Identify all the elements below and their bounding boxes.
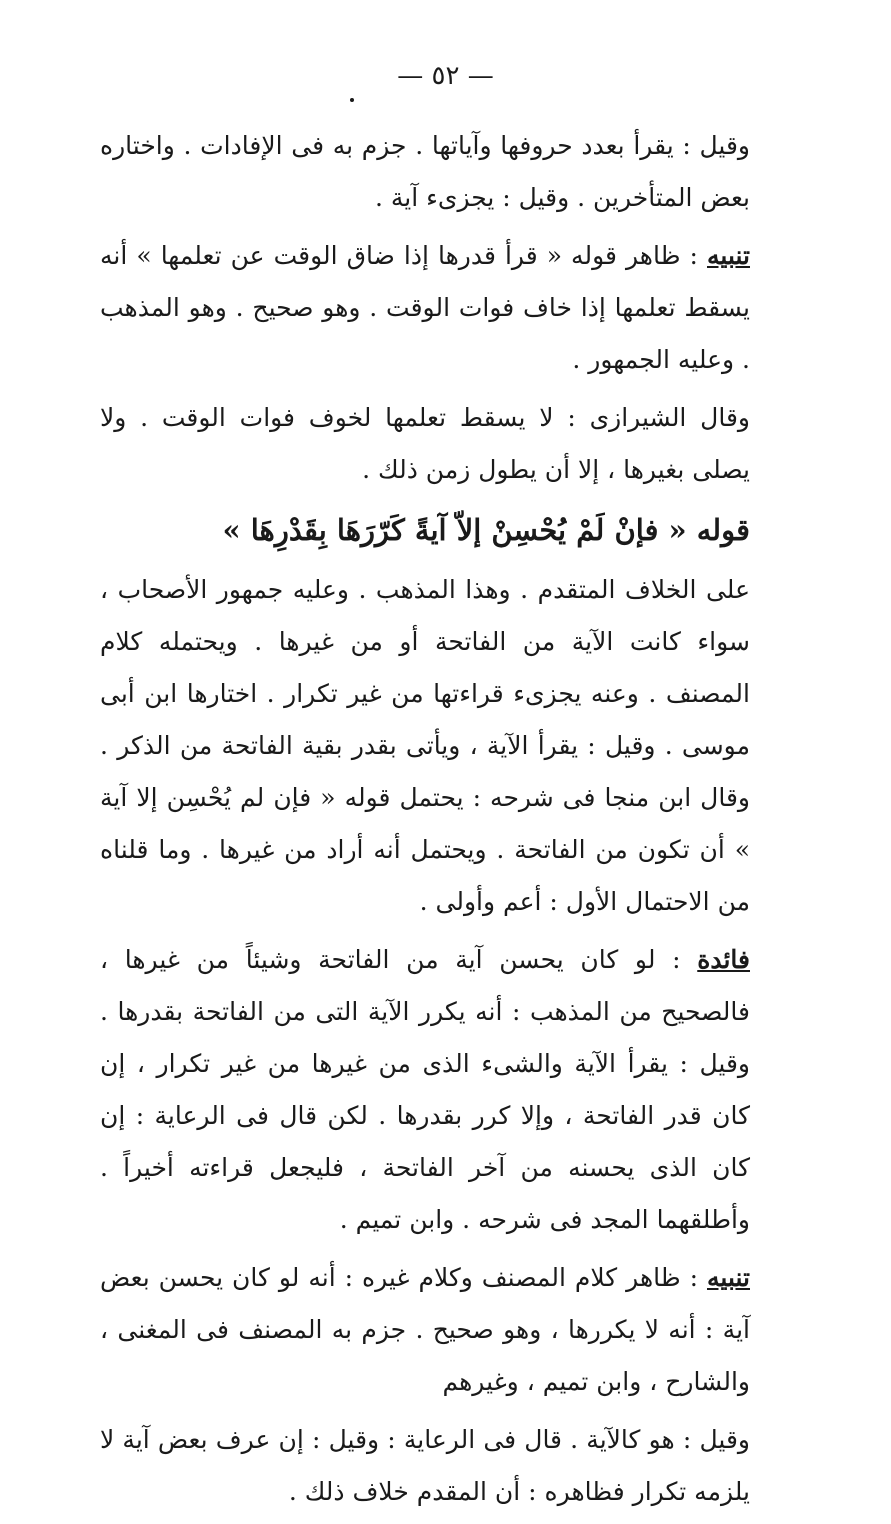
paragraph-2 bbox=[100, 230, 750, 386]
paragraph-7-text: : ظاهر كلام المصنف وكلام غيره : أنه لو كان يحسن بعض آية : أنه لا يكررها ، وهو صحيح . جزم به المصنف فى المغنى ، والشارح ، وابن تميم ، وغيرهم bbox=[100, 1263, 750, 1396]
paragraph-6 bbox=[100, 934, 750, 1246]
page-number: — ٥٢ — bbox=[397, 61, 494, 91]
paragraph-6-text: : لو كان يحسن آية من الفاتحة وشيئاً من غيرها ، فالصحيح من المذهب : أنه يكرر الآية التى من الفاتحة بقدرها . وقيل : يقرأ الآية والشىء الذى من غيرها من غير تكرار ، إن كان قدر الفاتحة ، وإلا كرر بقدرها . لكن قال فى الرعاية : إن كان الذى يحسنه من آخر الفاتحة ، فليجعل قراءته أخيراً . وأطلقهما المجد فى شرحه . وابن تميم . bbox=[100, 945, 750, 1234]
paragraph-2-text: : ظاهر قوله « قرأ قدرها إذا ضاق الوقت عن تعلمها » أنه يسقط تعلمها إذا خاف فوات الوقت . وهو صحيح . وهو المذهب . وعليه الجمهور . bbox=[100, 241, 750, 374]
note-label: تنبيه bbox=[707, 241, 750, 270]
paragraph-8: وقيل : هو كالآية . قال فى الرعاية : وقيل : إن عرف بعض آية لا يلزمه تكرار فظاهره : أن المقدم خلاف ذلك . bbox=[100, 1425, 750, 1506]
paragraph-3: وقال الشيرازى : لا يسقط تعلمها لخوف فوات الوقت . ولا يصلى بغيرها ، إلا أن يطول زمن ذلك . bbox=[100, 403, 750, 484]
paragraph-5: على الخلاف المتقدم . وهذا المذهب . وعليه جمهور الأصحاب ، سواء كانت الآية من الفاتحة أو من غيرها . ويحتمله كلام المصنف . وعنه يجزىء قراءتها من غير تكرار . اختارها ابن أبى موسى . وقيل : يقرأ الآية ، ويأتى بقدر بقية الفاتحة من الذكر . وقال ابن منجا فى شرحه : يحتمل قوله « فإن لم يُحْسِن إلا آية » أن تكون من الفاتحة . ويحتمل أنه أراد من غيرها . وما قلناه من الاحتمال الأول : أعم وأولى . bbox=[100, 575, 750, 916]
note-label-2: تنبيه bbox=[707, 1263, 750, 1292]
section-heading: قوله « فإنْ لَمْ يُحْسِنْ إلاّ آيةً كَرّرَهَا بِقَدْرِهَا » bbox=[222, 513, 750, 547]
body-text bbox=[100, 120, 750, 1524]
paragraph-7 bbox=[100, 1252, 750, 1408]
paragraph-1: وقيل : يقرأ بعدد حروفها وآياتها . جزم به فى الإفادات . واختاره بعض المتأخرين . وقيل : يجزىء آية . bbox=[100, 131, 750, 212]
ink-dot bbox=[350, 98, 354, 102]
benefit-label: فائدة bbox=[697, 945, 750, 974]
